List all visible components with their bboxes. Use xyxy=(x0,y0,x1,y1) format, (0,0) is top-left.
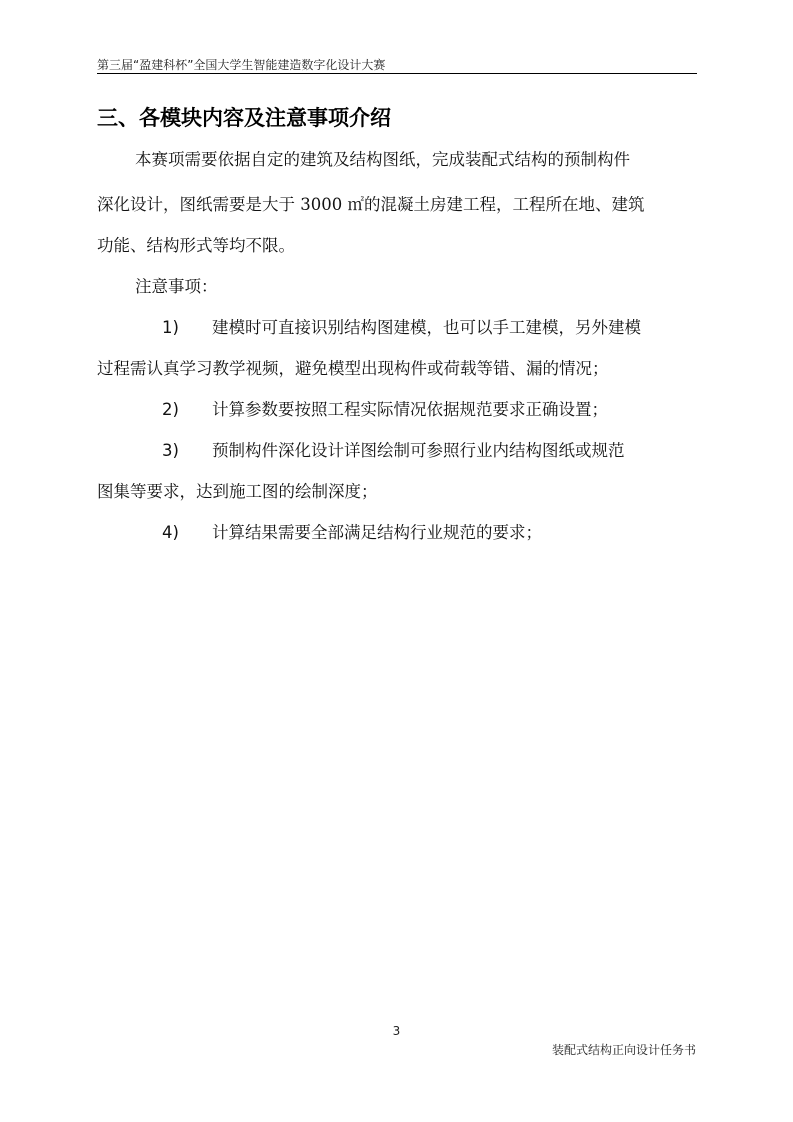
note-2-line-1: 计算参数要按照工程实际情况依据规范要求正确设置； xyxy=(212,400,608,419)
header-divider xyxy=(97,73,697,74)
section-title: 三、各模块内容及注意事项介绍 xyxy=(97,106,391,130)
note-number: 1) xyxy=(162,318,179,337)
note-number: 4) xyxy=(162,523,179,542)
intro-line-1: 本赛项需要依据自定的建筑及结构图纸，完成装配式结构的预制构件 xyxy=(135,150,630,169)
intro-line-3: 功能、结构形式等均不限。 xyxy=(97,236,295,255)
note-1-line-2: 过程需认真学习教学视频，避免模型出现构件或荷载等错、漏的情况； xyxy=(97,359,609,378)
note-1-line-1: 建模时可直接识别结构图建模，也可以手工建模，另外建模 xyxy=(212,318,641,337)
note-3-line-2: 图集等要求，达到施工图的绘制深度； xyxy=(97,482,378,501)
page-number: 3 xyxy=(392,1024,401,1038)
page-footer: 装配式结构正向设计任务书 xyxy=(551,1043,696,1057)
note-4-line-1: 计算结果需要全部满足结构行业规范的要求； xyxy=(212,523,542,542)
intro-line-2: 深化设计，图纸需要是大于 3000 ㎡的混凝土房建工程，工程所在地、建筑 xyxy=(97,195,645,214)
notes-heading: 注意事项： xyxy=(135,277,218,296)
note-number: 3) xyxy=(162,441,179,460)
note-3-line-1: 预制构件深化设计详图绘制可参照行业内结构图纸或规范 xyxy=(212,441,625,460)
note-number: 2) xyxy=(162,400,179,419)
page-header: 第三届“盈建科杯”全国大学生智能建造数字化设计大赛 xyxy=(97,58,386,72)
